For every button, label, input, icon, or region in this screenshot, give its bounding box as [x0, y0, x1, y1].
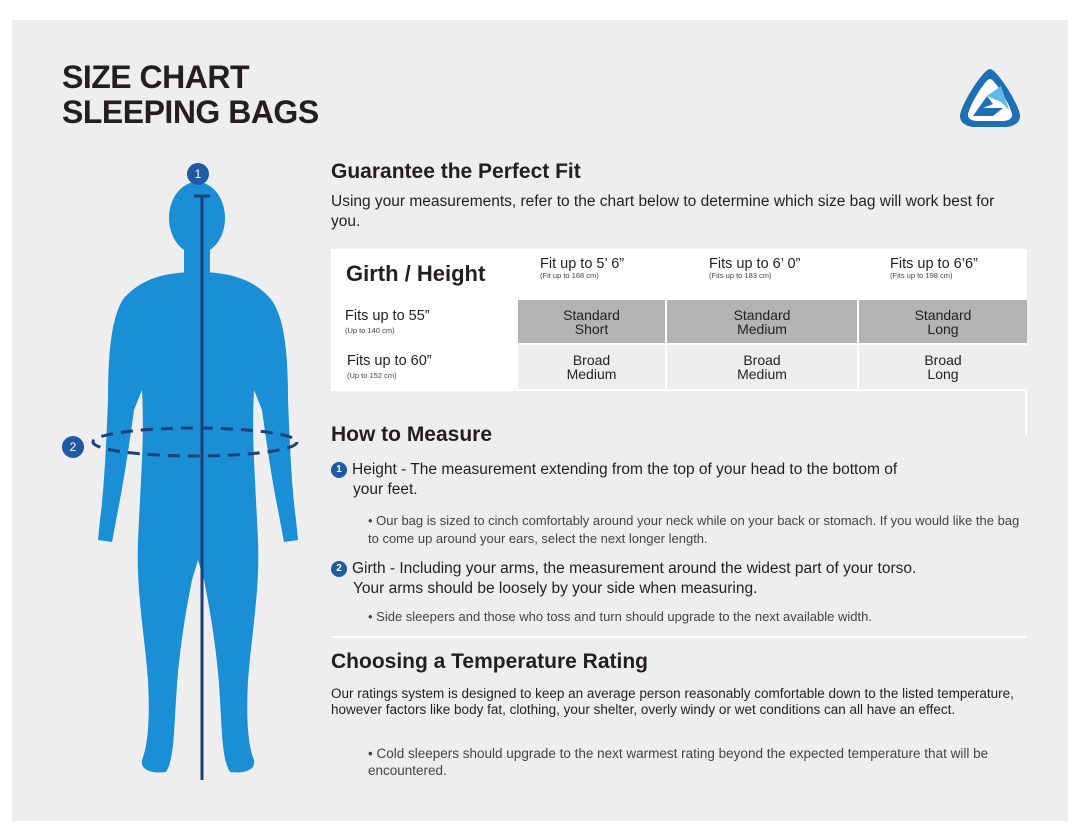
- height-step: [331, 460, 1021, 500]
- height-bullet: • Our bag is sized to cinch comfortably around your neck while on your back or stomach. If you would like the bag to come up around your ears, select the next longer length.: [368, 513, 1020, 546]
- column-header: [859, 249, 1027, 299]
- column-metric: (Fits up to 198 cm): [890, 271, 953, 280]
- size-cell-line: Broad: [924, 352, 962, 368]
- row-metric: (Up to 140 cm): [345, 326, 395, 335]
- title-line-1: SIZE CHART: [62, 59, 249, 95]
- step-number: 1: [331, 462, 347, 478]
- size-cell-line: Broad: [572, 352, 611, 368]
- column-metric: (Fits up to 183 cm): [709, 271, 772, 280]
- table-corner: Girth / Height: [331, 249, 518, 299]
- girth-step: [331, 559, 1021, 599]
- size-cell-line: Long: [927, 321, 959, 337]
- column-label: Fits up to 6’6”: [890, 256, 978, 272]
- step-text: - The measurement extending from the top of your head to the bottom of: [396, 461, 898, 478]
- step-text-continued: your feet.: [353, 481, 418, 498]
- size-cell: [518, 345, 665, 389]
- height-marker: 1: [187, 163, 209, 185]
- section-divider: [331, 636, 1026, 638]
- body-figure: [52, 160, 312, 780]
- size-cell-line: Short: [574, 321, 609, 337]
- column-header: [518, 249, 665, 299]
- column-metric: (Fit up to 168 cm): [540, 271, 599, 280]
- row-header: [331, 300, 518, 343]
- girth-bullet: • Side sleepers and those who toss and turn should upgrade to the next available width.: [368, 609, 872, 624]
- column-label: Fits up to 6’ 0”: [709, 256, 801, 272]
- size-table: [331, 249, 1027, 435]
- fit-heading: Guarantee the Perfect Fit: [331, 160, 581, 183]
- size-cell: [859, 345, 1027, 389]
- row-header: [331, 345, 518, 389]
- row-label: Fits up to 60”: [347, 353, 432, 369]
- size-cell-line: Standard: [563, 307, 620, 323]
- size-cell: [518, 300, 665, 343]
- girth-marker: 2: [62, 436, 84, 458]
- column-label: Fit up to 5’ 6”: [540, 256, 625, 272]
- size-cell-line: Medium: [566, 366, 617, 382]
- fit-intro: Using your measurements, refer to the chart below to determine which size bag will work best for you.: [331, 193, 995, 230]
- temperature-text: Our ratings system is designed to keep an average person reasonably comfortable down to the listed temperature, however factors like body fat, clothing, your shelter, overly windy or wet conditions can all have an effect.: [331, 686, 1014, 717]
- measure-heading: How to Measure: [331, 423, 493, 446]
- step-label: Girth: [352, 560, 386, 577]
- size-cell-line: Long: [927, 366, 959, 382]
- step-number: 2: [331, 561, 347, 577]
- title-line-2: SLEEPING BAGS: [62, 94, 319, 130]
- size-cell: [667, 300, 857, 343]
- row-metric: (Up to 152 cm): [347, 371, 397, 380]
- body-silhouette: [98, 182, 298, 773]
- size-cell-line: Standard: [733, 307, 791, 323]
- size-cell: [859, 300, 1027, 343]
- size-cell: [667, 345, 857, 389]
- step-text-continued: Your arms should be loosely by your side when measuring.: [353, 580, 758, 597]
- brand-logo-icon: [957, 66, 1023, 132]
- temperature-bullet: • Cold sleepers should upgrade to the next warmest rating beyond the expected temperature that will be encountered.: [368, 746, 989, 778]
- column-header: [667, 249, 857, 299]
- page-title: [62, 60, 319, 130]
- size-cell-line: Broad: [743, 352, 781, 368]
- size-cell-line: Medium: [737, 366, 787, 382]
- step-label: Height: [352, 461, 397, 478]
- step-text: - Including your arms, the measurement around the widest part of your torso.: [385, 560, 917, 577]
- row-label: Fits up to 55”: [345, 308, 430, 324]
- temperature-heading: Choosing a Temperature Rating: [331, 650, 648, 673]
- size-cell-line: Standard: [914, 307, 972, 323]
- size-cell-line: Medium: [737, 321, 787, 337]
